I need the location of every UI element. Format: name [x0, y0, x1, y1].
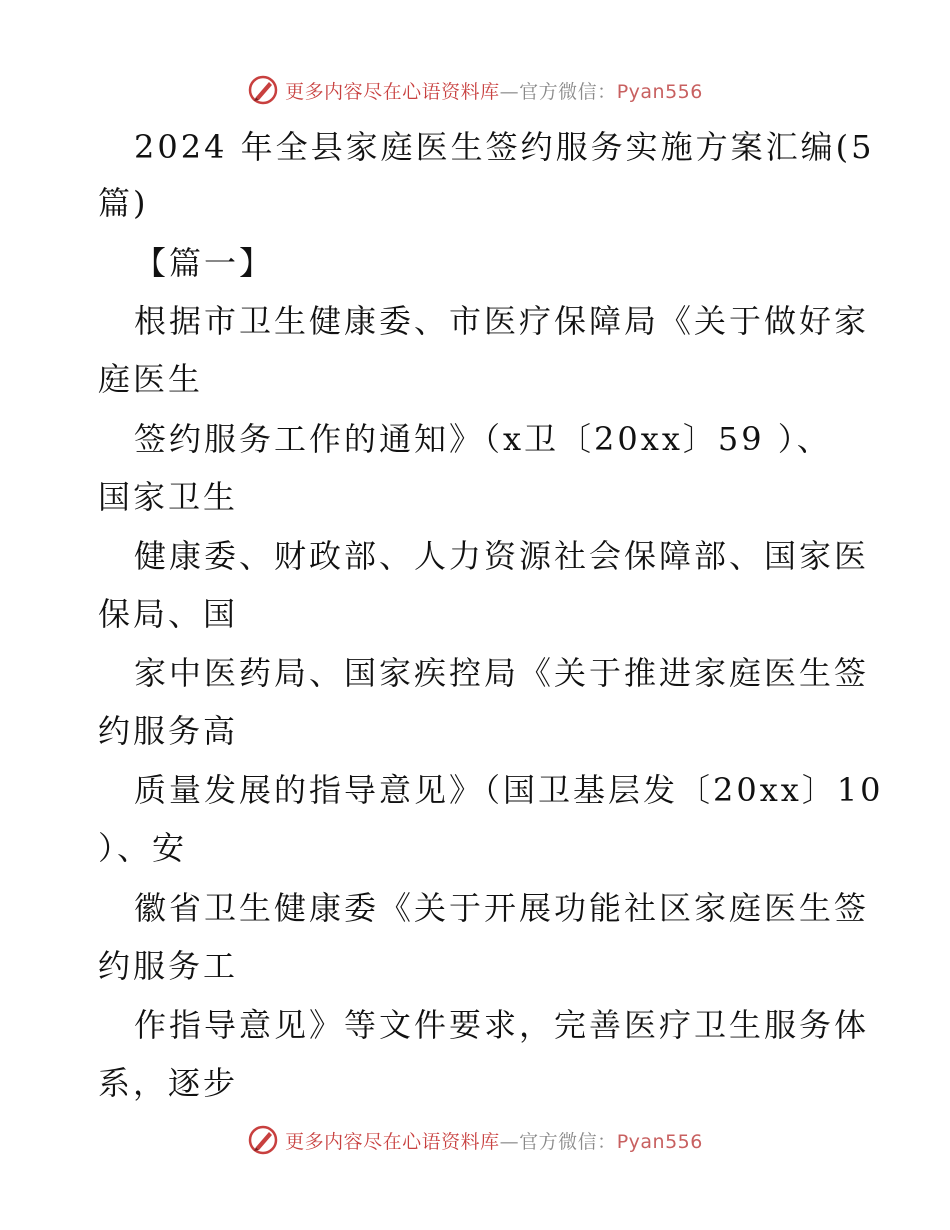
body-line: 约服务工	[98, 947, 239, 985]
body-line: 健康委、财政部、人力资源社会保障部、国家医	[134, 537, 870, 575]
pen-seal-icon	[247, 1124, 279, 1156]
watermark-main-text: 更多内容尽在心语资料库	[285, 80, 500, 103]
watermark-label: 官方微信：	[519, 80, 617, 103]
document-title-line-2: 篇)	[98, 184, 149, 222]
document-title-line-1: 2024 年全县家庭医生签约服务实施方案汇编(5	[134, 128, 875, 166]
body-line: 系，逐步	[98, 1064, 239, 1102]
watermark-wechat-id: Pyan556	[616, 80, 703, 103]
body-line: 保局、国	[98, 595, 239, 633]
body-line: 家中医药局、国家疾控局《关于推进家庭医生签	[134, 654, 870, 692]
body-line: 签约服务工作的通知》（x卫〔20xx〕59 ）、	[134, 420, 832, 458]
watermark-wechat-id: Pyan556	[616, 1130, 703, 1153]
body-line: 根据市卫生健康委、市医疗保障局《关于做好家	[134, 302, 870, 340]
body-line: 约服务高	[98, 712, 239, 750]
body-line: ）、安	[98, 829, 188, 867]
watermark-label: 官方微信：	[519, 1130, 617, 1153]
watermark-footer	[0, 1120, 950, 1160]
watermark-main-text: 更多内容尽在心语资料库	[285, 1130, 500, 1153]
body-line: 徽省卫生健康委《关于开展功能社区家庭医生签	[134, 889, 870, 927]
section-heading: 【篇一】	[134, 244, 275, 282]
body-line: 质量发展的指导意见》（国卫基层发〔20xx〕10	[134, 771, 884, 809]
watermark-separator: —	[499, 80, 520, 103]
watermark-separator: —	[499, 1130, 520, 1153]
body-line: 作指导意见》等文件要求，完善医疗卫生服务体	[134, 1006, 870, 1044]
body-line: 庭医生	[98, 360, 204, 398]
body-line: 国家卫生	[98, 478, 239, 516]
